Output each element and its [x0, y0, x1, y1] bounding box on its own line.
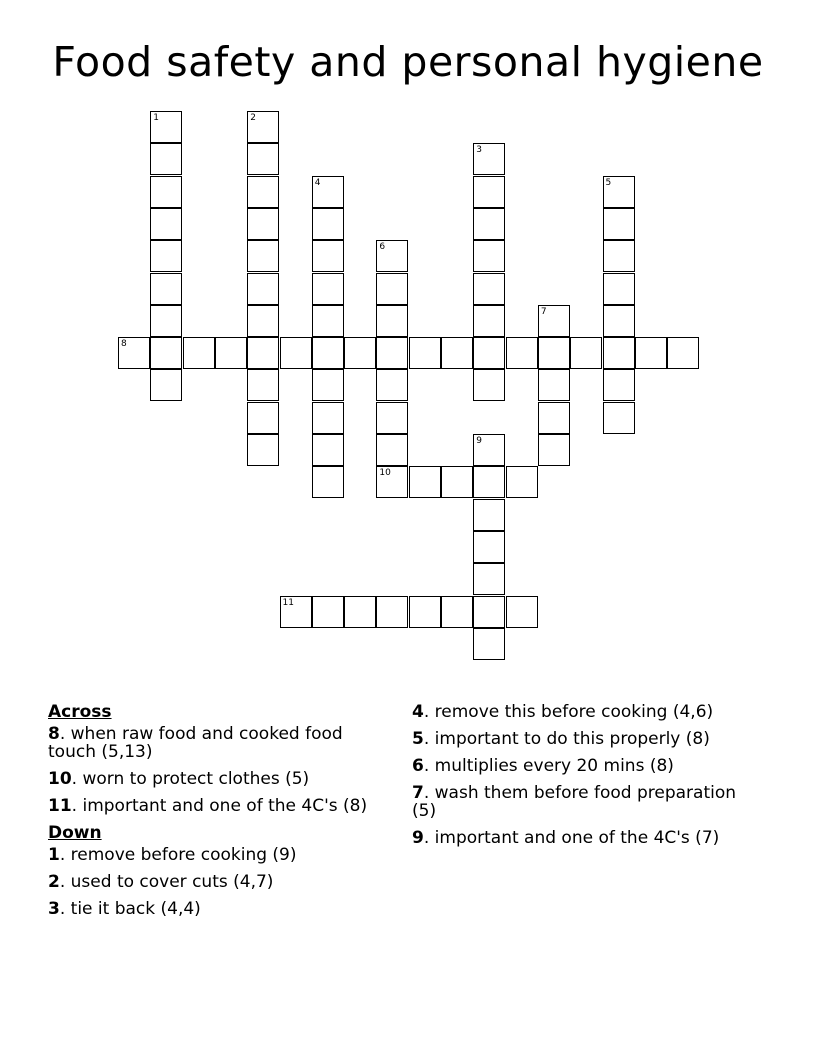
clue-number-label: 9 [476, 436, 483, 446]
clue-item: 2. used to cover cuts (4,7) [48, 872, 274, 892]
clue-item: 4. remove this before cooking (4,6) [412, 702, 714, 722]
crossword-cell[interactable] [247, 434, 279, 466]
crossword-cell[interactable] [312, 596, 344, 628]
crossword-cell[interactable] [538, 402, 570, 434]
crossword-cell[interactable] [247, 240, 279, 272]
clue-number-label: 6 [379, 242, 386, 253]
clue-text: important and one of the 4C's (7) [434, 828, 720, 848]
clue-number: 11 [48, 796, 72, 816]
crossword-cell[interactable] [603, 273, 635, 305]
clue-text: used to cover cuts (4,7) [70, 872, 274, 892]
crossword-cell[interactable] [635, 337, 667, 369]
down-heading: Down [48, 823, 102, 843]
page-title: Food safety and personal hygiene [52, 38, 764, 86]
clue-number: 4 [412, 702, 424, 722]
crossword-cell[interactable] [603, 337, 635, 369]
crossword-cell[interactable] [473, 176, 505, 208]
crossword-cell[interactable] [603, 305, 635, 337]
crossword-cell[interactable] [473, 499, 505, 531]
clue-number-label: 10 [379, 468, 391, 479]
clue-text: when raw food and cooked food touch (5,13) [48, 724, 343, 762]
crossword-cell[interactable] [247, 143, 279, 175]
crossword-cell[interactable] [376, 305, 408, 337]
clue-number: 1 [48, 845, 60, 865]
clue-text: important to do this properly (8) [434, 729, 710, 749]
crossword-cell[interactable] [150, 240, 182, 272]
crossword-cell[interactable] [441, 596, 473, 628]
clue-item: 5. important to do this properly (8) [412, 729, 710, 749]
clue-number-label: 11 [282, 597, 294, 608]
clue-item: 3. tie it back (4,4) [48, 899, 201, 919]
crossword-cell[interactable] [538, 337, 570, 369]
clue-number-label: 7 [540, 306, 547, 317]
crossword-cell[interactable] [473, 240, 505, 272]
clue-text: remove before cooking (9) [70, 845, 297, 865]
crossword-cell[interactable] [506, 466, 538, 498]
crossword-cell[interactable] [150, 369, 182, 401]
crossword-cell[interactable] [473, 563, 505, 595]
crossword-cell[interactable] [473, 628, 505, 660]
crossword-cell[interactable] [441, 466, 473, 498]
crossword-cell[interactable] [312, 466, 344, 498]
crossword-cell[interactable] [150, 305, 182, 337]
crossword-cell[interactable] [150, 143, 182, 175]
crossword-cell[interactable] [473, 305, 505, 337]
crossword-cell[interactable] [247, 273, 279, 305]
crossword-cell[interactable] [409, 466, 441, 498]
crossword-cell[interactable] [441, 337, 473, 369]
clues-right-column [412, 703, 757, 856]
clues-left-column [48, 703, 388, 927]
clue-number: 10 [48, 769, 72, 789]
crossword-cell[interactable] [473, 531, 505, 563]
clue-item: 11. important and one of the 4C's (8) [48, 796, 368, 816]
clue-text: worn to protect clothes (5) [82, 769, 310, 789]
crossword-cell[interactable] [247, 305, 279, 337]
crossword-cell[interactable] [312, 273, 344, 305]
crossword-cell[interactable] [506, 337, 538, 369]
crossword-cell[interactable] [376, 273, 408, 305]
crossword-cell[interactable] [376, 596, 408, 628]
crossword-cell[interactable] [603, 402, 635, 434]
crossword-cell[interactable] [473, 596, 505, 628]
crossword-cell[interactable] [473, 466, 505, 498]
clue-number-label: 2 [250, 113, 256, 123]
crossword-cell[interactable] [376, 402, 408, 434]
clue-number: 8 [48, 724, 60, 744]
crossword-cell[interactable] [312, 434, 344, 466]
clue-item: 9. important and one of the 4C's (7) [412, 828, 720, 848]
crossword-cell[interactable] [312, 337, 344, 369]
crossword-cell[interactable] [247, 402, 279, 434]
crossword-cell[interactable] [183, 337, 215, 369]
clue-number-label: 8 [121, 339, 127, 350]
crossword-cell[interactable] [667, 337, 699, 369]
crossword-cell[interactable] [344, 337, 376, 369]
crossword-cell[interactable] [312, 208, 344, 240]
crossword-cell[interactable] [247, 337, 279, 369]
clue-text: important and one of the 4C's (8) [82, 796, 368, 816]
clue-text: multiplies every 20 mins (8) [434, 756, 674, 776]
clue-text: wash them before food preparation (5) [412, 783, 737, 821]
crossword-cell[interactable] [603, 240, 635, 272]
crossword-cell[interactable] [473, 337, 505, 369]
clue-item: 10. worn to protect clothes (5) [48, 769, 310, 789]
crossword-cell[interactable] [473, 273, 505, 305]
clue-number-label: 1 [153, 113, 160, 123]
clue-item: 8. when raw food and cooked food touch (5,13) [48, 724, 343, 762]
crossword-cell[interactable] [506, 596, 538, 628]
crossword-cell[interactable] [603, 369, 635, 401]
crossword-cell[interactable] [603, 208, 635, 240]
crossword-cell[interactable] [376, 369, 408, 401]
crossword-cell[interactable] [150, 208, 182, 240]
crossword-cell[interactable] [247, 369, 279, 401]
across-heading: Across [48, 702, 112, 722]
crossword-cell[interactable] [473, 208, 505, 240]
crossword-cell[interactable] [538, 434, 570, 466]
crossword-cell[interactable] [247, 176, 279, 208]
crossword-cell[interactable] [344, 596, 376, 628]
crossword-cell[interactable] [312, 305, 344, 337]
crossword-cell[interactable] [312, 369, 344, 401]
down-clue-list-continued [412, 703, 757, 847]
crossword-cell[interactable] [538, 369, 570, 401]
crossword-cell[interactable] [150, 273, 182, 305]
crossword-cell[interactable] [150, 337, 182, 369]
crossword-cell[interactable] [247, 208, 279, 240]
down-clue-list [48, 846, 388, 918]
clue-number: 5 [412, 729, 424, 749]
clue-number: 7 [412, 783, 424, 803]
clue-item: 1. remove before cooking (9) [48, 845, 297, 865]
clue-number: 2 [48, 872, 60, 892]
clue-text: remove this before cooking (4,6) [434, 702, 714, 722]
crossword-cell[interactable] [150, 176, 182, 208]
crossword-cell[interactable] [473, 369, 505, 401]
crossword-cell[interactable] [312, 402, 344, 434]
clue-number: 9 [412, 828, 424, 848]
crossword-cell[interactable] [376, 337, 408, 369]
clue-item: 7. wash them before food preparation (5) [412, 783, 737, 821]
crossword-cell[interactable] [570, 337, 602, 369]
clue-number-label: 5 [605, 177, 612, 188]
crossword-cell[interactable] [215, 337, 247, 369]
across-clue-list [48, 725, 388, 815]
clue-text: tie it back (4,4) [70, 899, 201, 919]
crossword-cell[interactable] [409, 337, 441, 369]
crossword-cell[interactable] [409, 596, 441, 628]
crossword-cell[interactable] [312, 240, 344, 272]
crossword-cell[interactable] [280, 337, 312, 369]
clue-number: 3 [48, 899, 60, 919]
clue-item: 6. multiplies every 20 mins (8) [412, 756, 674, 776]
clue-number: 6 [412, 756, 424, 776]
crossword-cell[interactable] [376, 434, 408, 466]
clue-number-label: 4 [314, 177, 321, 188]
clue-number-label: 3 [476, 145, 483, 156]
